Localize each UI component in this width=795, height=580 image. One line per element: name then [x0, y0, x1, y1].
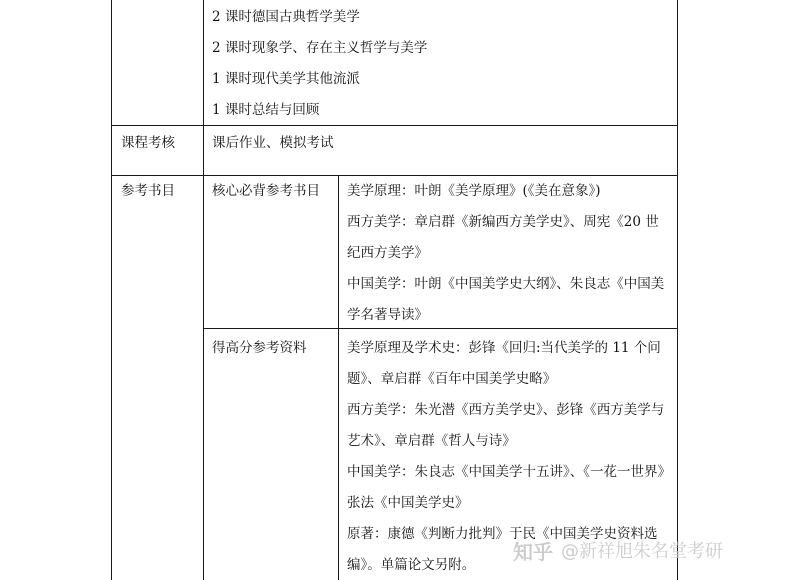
core-reference-line: 学名著导读》 [347, 307, 428, 323]
extra-reference-line: 中国美学：朱良志《中国美学十五讲》、《一花一世界》 [347, 464, 671, 480]
extra-reference-line: 西方美学：朱光潜《西方美学史》、彭锋《西方美学与 [347, 402, 665, 418]
extra-reference-line: 张法《中国美学史》 [347, 495, 469, 511]
core-reference-line: 美学原理：叶朗《美学原理》(《美在意象》) [347, 183, 601, 199]
core-references-label: 核心必背参考书目 [212, 183, 320, 199]
table-border-right [677, 0, 678, 580]
core-reference-line: 中国美学：叶朗《中国美学史大纲》、朱良志《中国美 [347, 276, 665, 292]
table-border-col2 [338, 175, 339, 580]
extra-reference-line: 原著：康德《判断力批判》于民《中国美学史资料选 [347, 526, 658, 542]
schedule-line: 1 课时现代美学其他流派 [212, 71, 360, 87]
extra-reference-line: 美学原理及学术史：彭锋《回归:当代美学的 11 个问 [347, 340, 661, 356]
row-divider-3 [203, 328, 678, 329]
table-border-col1 [203, 0, 204, 580]
schedule-line: 1 课时总结与回顾 [212, 102, 320, 118]
watermark-brand: 知乎 [513, 539, 553, 564]
assessment-label: 课程考核 [121, 135, 175, 151]
core-reference-line: 西方美学：章启群《新编西方美学史》、周宪《20 世 [347, 214, 659, 230]
references-label: 参考书目 [121, 183, 175, 199]
assessment-value: 课后作业、模拟考试 [212, 135, 334, 151]
extra-reference-line: 题》、章启群《百年中国美学史略》 [347, 371, 557, 387]
schedule-line: 2 课时德国古典哲学美学 [212, 9, 360, 25]
extra-reference-line: 编》。单篇论文另附。 [347, 557, 476, 573]
row-divider-2 [111, 175, 678, 176]
watermark-account: @新祥旭朱名堂考研 [561, 541, 723, 562]
table-border-left [111, 0, 112, 580]
row-divider-1 [111, 125, 678, 126]
extra-reference-line: 艺术》、章启群《哲人与诗》 [347, 433, 516, 449]
extra-references-label: 得高分参考资料 [212, 340, 307, 356]
zhihu-watermark [513, 535, 723, 565]
schedule-line: 2 课时现象学、存在主义哲学与美学 [212, 40, 428, 56]
core-reference-line: 纪西方美学》 [347, 245, 428, 261]
